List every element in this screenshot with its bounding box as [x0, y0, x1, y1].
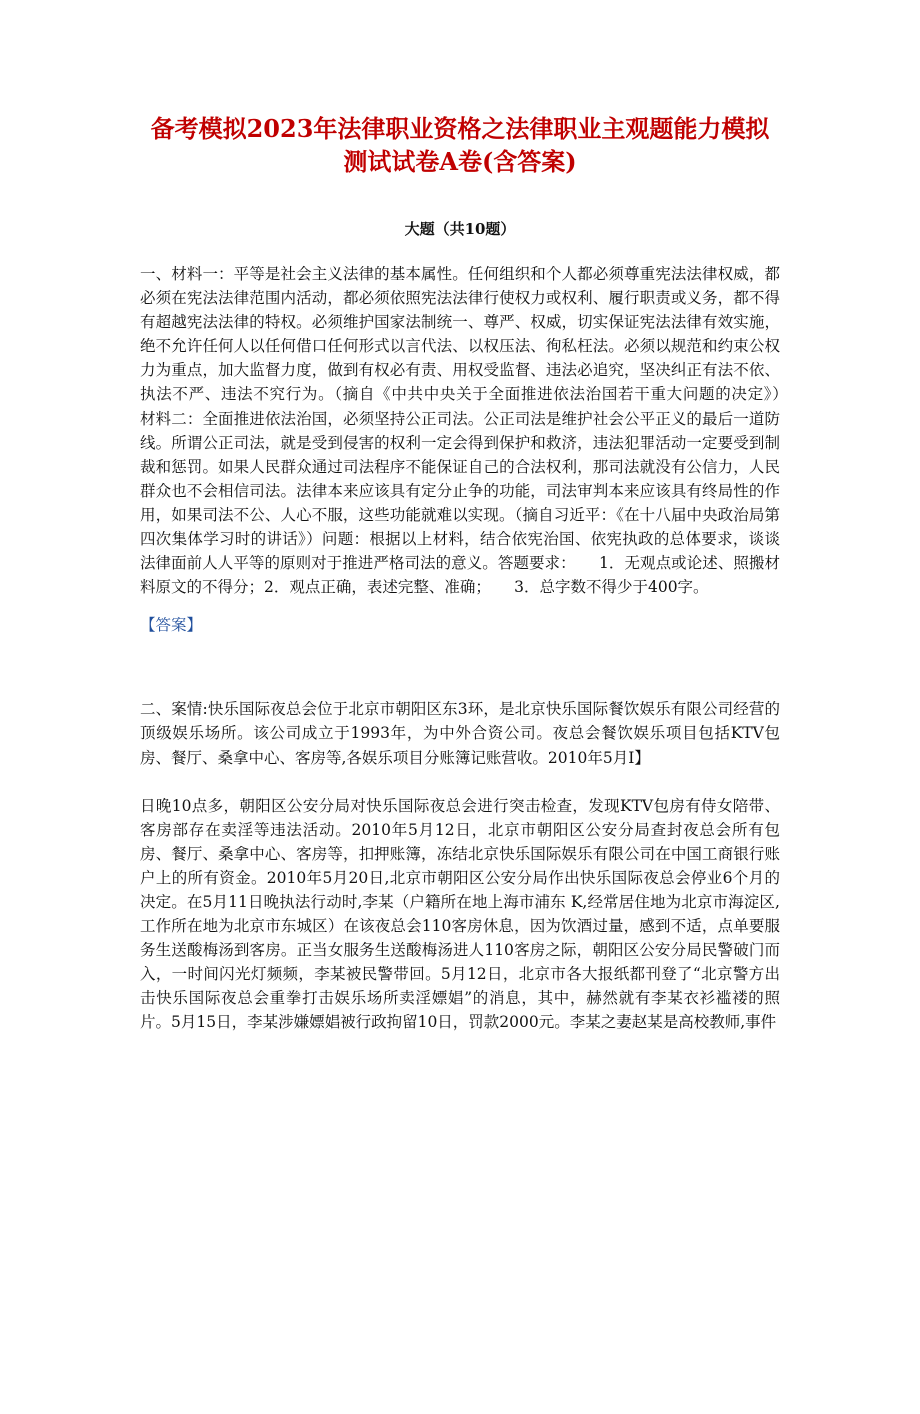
question-2-continued	[140, 794, 780, 1035]
question-2-text-part2: 日晚10点多，朝阳区公安分局对快乐国际夜总会进行突击检查，发现KTV包房有侍女陪带、客房部存在卖淫等违法活动。2010年5月12日，北京市朝阳区公安分局查封夜总会所有包房、餐厅、桑拿中心、客房等，扣押账簿，冻结北京快乐国际娱乐有限公司在中国工商银行账户上的所有资金。2010年5月20日,北京市朝阳区公安分局作出快乐国际夜总会停业6个月的决定。在5月11日晚执法行动时,李某（户籍所在地上海市浦东 K,经常居住地为北京市海淀区,工作所在地为北京市东城区）在该夜总会110客房休息，因为饮酒过量，感到不适，点单要服务生送酸梅汤到客房。正当女服务生送酸梅汤进人110客房之际，朝阳区公安分局民警破门而入，一时间闪光灯频频，李某被民警带回。5月12日，北京市各大报纸都刊登了“北京警方出击快乐国际夜总会重拳打击娱乐场所卖淫嫖娼”的消息，其中，赫然就有李某衣衫褴褛的照片。5月15日，李某涉嫌嫖娼被行政拘留10日，罚款2000元。李某之妻赵某是高校教师,事件	[140, 796, 780, 1032]
question-2-text-part1: 二、案情:快乐国际夜总会位于北京市朝阳区东3环，是北京快乐国际餐饮娱乐有限公司经营的顶级娱乐场所。该公司成立于1993年，为中外合资公司。夜总会餐饮娱乐项目包括KTV包房、餐厅、桑拿中心、客房等,各娱乐项目分账簿记账营收。2010年5月I】	[140, 700, 780, 767]
answer-label: 【答案】	[140, 616, 203, 635]
question-2	[140, 697, 780, 769]
question-1-text: 一、材料一：平等是社会主义法律的基本属性。任何组织和个人都必须尊重宪法法律权威，都必须在宪法法律范围内活动，都必须依照宪法法律行使权力或权利、履行职责或义务，都不得有超越宪法法律的特权。必须维护国家法制统一、尊严、权威，切实保证宪法法律有效实施，绝不允许任何人以任何借口任何形式以言代法、以权压法、徇私枉法。必须以规范和约束公权力为重点，加大监督力度，做到有权必有责、用权受监督、违法必追究，坚决纠正有法不依、执法不严、违法不究行为。（摘自《中共中央关于全面推进依法治国若干重大问题的决定》） 材料二：全面推进依法治国，必须坚持公正司法。公正司法是维护社会公平正义的最后一道防线。所谓公正司法，就是受到侵害的权利一定会得到保护和救济，违法犯罪活动一定要受到制裁和惩罚。如果人民群众通过司法程序不能保证自己的合法权利，那司法就没有公信力，人民群众也不会相信司法。法律本来应该具有定分止争的功能，司法审判本来应该具有终局性的作用，如果司法不公、人心不服，这些功能就难以实现。（摘自习近平：《在十八届中央政治局第四次集体学习时的讲话》）问题：根据以上材料，结合依宪治国、依宪执政的总体要求，谈谈法律面前人人平等的原则对于推进严格司法的意义。答题要求： 1．无观点或论述、照搬材料原文的不得分；2．观点正确，表述完整、准确； 3．总字数不得少于400字。	[140, 265, 812, 597]
document-page	[0, 112, 920, 1414]
question-1	[140, 262, 812, 599]
document-title: 备考模拟2023年法律职业资格之法律职业主观题能力模拟测试试卷A卷(含答案)	[150, 114, 770, 176]
section-heading: 大题（共10题）	[404, 220, 516, 238]
